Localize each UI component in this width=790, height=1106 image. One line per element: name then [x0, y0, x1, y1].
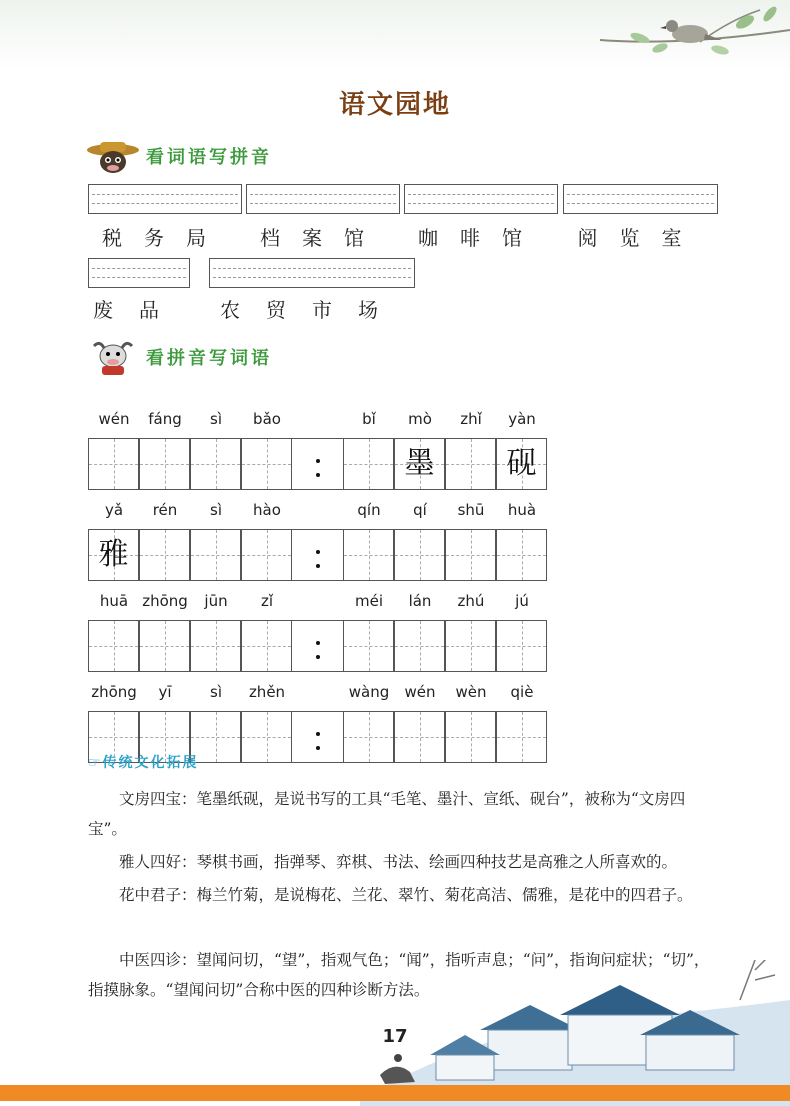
given-character [344, 621, 393, 671]
given-character [497, 621, 546, 671]
pinyin-answer-box[interactable] [563, 184, 718, 214]
tianzige-cell[interactable] [88, 620, 139, 672]
tianzige-cell[interactable] [445, 711, 496, 763]
tianzige-cell[interactable] [139, 529, 190, 581]
pinyin-label: wén [404, 683, 436, 701]
given-character [242, 712, 291, 762]
section-write-words-header [86, 338, 272, 376]
word-row-1 [88, 222, 718, 252]
culture-extension-title: ☞传统文化拓展 [88, 755, 199, 771]
given-character [497, 530, 546, 580]
tianzige-cell[interactable] [88, 438, 139, 490]
pinyin-label: rén [152, 501, 178, 519]
pinyin-label: mò [408, 410, 432, 428]
pinyin-label: huà [507, 501, 537, 519]
word: 税务局 [102, 226, 228, 250]
page-title: 语文园地 [338, 90, 451, 120]
pinyin-label: qiè [510, 683, 534, 701]
pinyin-label: zhōng [91, 683, 137, 701]
given-character [242, 530, 291, 580]
given-character [242, 621, 291, 671]
tianzige-cell[interactable] [343, 529, 394, 581]
given-character [242, 439, 291, 489]
section-title: 看拼音写词语 [146, 348, 272, 369]
tianzige-cell[interactable] [139, 620, 190, 672]
given-character [191, 439, 240, 489]
tianzige-row [88, 529, 550, 581]
given-character [344, 439, 393, 489]
tianzige-cell[interactable] [496, 529, 547, 581]
tianzige-cell[interactable] [190, 620, 241, 672]
tianzige-cell[interactable] [496, 620, 547, 672]
given-character: 墨 [404, 446, 435, 481]
tianzige-cell[interactable] [241, 620, 292, 672]
given-character [395, 621, 444, 671]
pinyin-label: yǎ [104, 501, 124, 519]
pinyin-answer-box[interactable] [88, 184, 242, 214]
pinyin-label: zhú [457, 592, 485, 610]
tianzige-cell[interactable] [445, 620, 496, 672]
tianzige-cell[interactable] [190, 438, 241, 490]
tianzige-cell[interactable] [343, 620, 394, 672]
pinyin-label: zǐ [260, 592, 274, 610]
page-number: 17 [382, 1026, 408, 1047]
colon-separator [292, 620, 343, 672]
bird-branch-decoration [0, 0, 790, 80]
tianzige-cell[interactable] [241, 529, 292, 581]
given-character [89, 439, 138, 489]
section-title: 看词语写拼音 [146, 147, 272, 168]
word: 农贸市场 [220, 298, 404, 322]
section-write-pinyin-header [86, 138, 272, 174]
pinyin-label: yàn [508, 410, 536, 428]
extension-paragraph: 花中君子：梅兰竹菊，是说梅花、兰花、翠竹、菊花高洁、儒雅，是花中的四君子。 [119, 886, 693, 904]
pinyin-answer-box[interactable] [88, 258, 190, 288]
colon-separator [292, 711, 343, 763]
pinyin-label: fáng [148, 410, 182, 428]
pinyin-answer-box[interactable] [209, 258, 415, 288]
given-character [446, 621, 495, 671]
extension-paragraph: 雅人四好：琴棋书画，指弹琴、弈棋、书法、绘画四种技艺是高雅之人所喜欢的。 [119, 853, 678, 871]
pinyin-label: jú [515, 592, 529, 610]
colon-separator [292, 438, 343, 490]
pinyin-label: sì [210, 410, 222, 428]
pinyin-label: yī [158, 683, 172, 701]
bull-mascot-icon [86, 338, 140, 376]
tianzige-row [88, 438, 550, 490]
pinyin-answer-box[interactable] [404, 184, 558, 214]
given-character [140, 530, 189, 580]
tianzige-cell[interactable] [394, 711, 445, 763]
given-character [140, 439, 189, 489]
given-character [446, 712, 495, 762]
given-character [344, 530, 393, 580]
pinyin-label: qí [413, 501, 427, 519]
cow-mascot-icon [86, 138, 140, 174]
pinyin-label: wàng [348, 683, 390, 701]
given-character [191, 530, 240, 580]
pinyin-label: hào [253, 501, 281, 519]
given-character [395, 712, 444, 762]
word: 档案馆 [260, 226, 386, 250]
colon-separator [292, 529, 343, 581]
pinyin-label: lán [408, 592, 432, 610]
pinyin-label: wén [98, 410, 130, 428]
tianzige-row [88, 620, 550, 672]
tianzige-cell[interactable] [190, 529, 241, 581]
tianzige-cell[interactable] [241, 438, 292, 490]
word: 咖啡馆 [418, 226, 544, 250]
given-character [497, 712, 546, 762]
tianzige-cell[interactable] [241, 711, 292, 763]
given-character [140, 621, 189, 671]
given-character [446, 439, 495, 489]
tianzige-cell[interactable] [343, 711, 394, 763]
tianzige-cell[interactable] [496, 711, 547, 763]
word: 阅览室 [577, 226, 704, 250]
extension-paragraph: 中医四诊：望闻问切，“望”，指观气色；“闻”，指听声息；“问”，指询问症状；“切”，指摸脉象。“望闻问切”合称中医的四种诊断方法。 [88, 951, 710, 999]
bottom-accent-bar [0, 1085, 790, 1101]
pinyin-label: huā [99, 592, 129, 610]
pinyin-label: bǐ [362, 410, 376, 428]
pinyin-label: wèn [455, 683, 487, 701]
pinyin-label: sì [210, 501, 222, 519]
word-row-2 [88, 294, 418, 324]
given-character: 雅 [98, 537, 129, 572]
tianzige-cell[interactable] [139, 438, 190, 490]
word: 废品 [93, 298, 185, 322]
tianzige-cell[interactable] [496, 438, 547, 490]
tianzige-cell[interactable] [343, 438, 394, 490]
tianzige-cell[interactable] [394, 620, 445, 672]
pinyin-label: qín [357, 501, 381, 519]
given-character [89, 621, 138, 671]
pinyin-label: shū [457, 501, 485, 519]
pinyin-answer-box[interactable] [246, 184, 400, 214]
given-character [191, 621, 240, 671]
given-character [344, 712, 393, 762]
extension-paragraph: 文房四宝：笔墨纸砚，是说书写的工具“毛笔、墨汁、宣纸、砚台”，被称为“文房四宝”。 [88, 790, 686, 838]
pinyin-label: bǎo [253, 410, 281, 428]
pinyin-label: jūn [204, 592, 228, 610]
pinyin-label: sì [210, 683, 222, 701]
tianzige-cell[interactable] [394, 529, 445, 581]
pinyin-label: méi [354, 592, 383, 610]
pinyin-label: zhǐ [460, 410, 482, 428]
tianzige-cell[interactable] [394, 438, 445, 490]
tianzige-cell[interactable] [445, 529, 496, 581]
given-character [446, 530, 495, 580]
tianzige-cell[interactable] [88, 529, 139, 581]
pinyin-label: zhěn [248, 683, 286, 701]
given-character [395, 530, 444, 580]
pinyin-label: zhōng [142, 592, 188, 610]
tianzige-cell[interactable] [445, 438, 496, 490]
given-character: 砚 [506, 446, 537, 481]
